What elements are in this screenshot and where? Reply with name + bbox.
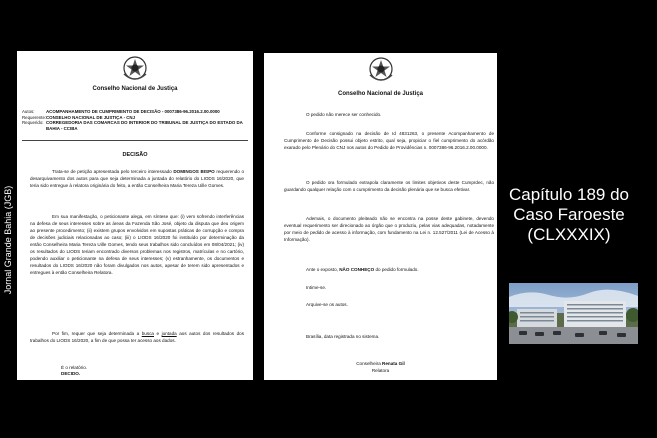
building-photo bbox=[509, 283, 638, 344]
signer-name: Renata Gil bbox=[382, 361, 405, 366]
meta-label: Requerido: bbox=[22, 120, 44, 126]
text-run: e bbox=[153, 331, 162, 336]
paragraph-document: Ademais, o documento pleiteado não se encontra na posse deste gabinete, devendo eventual requerimento ser direcionado ao órgão que o produziu, pelas vias adequadas, notadamente por meio de pedido de acesso à informação, com fundamento na Lei n. 12.527/2011 (Lei de Acesso à Informação). bbox=[284, 216, 494, 242]
divider bbox=[22, 140, 248, 141]
case-metadata bbox=[22, 109, 248, 131]
paragraph-scope: Conforme consignado na decisão de Id 4831263, o presente Acompanhamento de Cumprimento de Decisão possui objeto estrito, qual seja, propiciar o fiel cumprimento do acórdão exarado pelo Plenário do CNJ nos autos do Pedido de Providências n. 0007386-96.2016.2.00.0000. bbox=[284, 131, 494, 150]
paragraph-not-known: O pedido não merece ser conhecido. bbox=[306, 112, 382, 117]
meta-value: CONSELHO NACIONAL DE JUSTIÇA - CNJ bbox=[46, 114, 136, 120]
text-run: aos autos dos resultados dos trabalhos do LIODS 16/2020, a fim de que possa ter acesso aos dados. bbox=[30, 331, 244, 343]
paragraph-extrapolates: O pedido ora formulado extrapola claramente os limites objetivos deste Cumprdec, não guardando qualquer relação com o cumprimento da decisão plenária que se busca efetivar. bbox=[284, 180, 494, 192]
text-run: do pedido formulado. bbox=[374, 267, 419, 272]
meta-value: CORREGEDORIA DAS COMARCAS DO INTERIOR DO TRIBUNAL DE JUSTIÇA DO ESTADO DA BAHIA - CCIBA bbox=[46, 120, 243, 131]
meta-label: Autos: bbox=[22, 109, 35, 114]
side-label bbox=[1, 150, 15, 330]
coat-of-arms-icon bbox=[120, 54, 150, 84]
text-run: Por fim, requer que seja determinada a bbox=[52, 331, 142, 336]
paragraph-ruling bbox=[306, 266, 491, 273]
document-page-2 bbox=[264, 53, 497, 380]
paragraph-petition bbox=[30, 168, 244, 189]
coat-of-arms-icon bbox=[366, 55, 396, 85]
paragraph-date: Brasília, data registrada no sistema. bbox=[306, 334, 380, 339]
signer-role: Relatora bbox=[371, 367, 390, 373]
document-page-1 bbox=[17, 51, 253, 380]
text-run: Ante o exposto, bbox=[306, 267, 340, 272]
text-run: Conselheira bbox=[356, 361, 383, 366]
page-header: Conselho Nacional de Justiça bbox=[337, 91, 424, 97]
closing-line: É o relatório. bbox=[61, 365, 88, 370]
petitioner-name: DOMINGOS BISPO bbox=[173, 169, 215, 174]
closing-line: DECIDO. bbox=[61, 371, 81, 376]
ruling-bold: NÃO CONHEÇO bbox=[339, 267, 375, 272]
chapter-caption: Capítulo 189 do Caso Faroeste (CLXXXIX) bbox=[508, 185, 630, 244]
closing bbox=[61, 365, 181, 377]
text-run: Trata-se de petição apresentada pelo terceiro interessado bbox=[52, 169, 174, 174]
paragraph-allegations: Em sua manifestação, o peticionante alega, em síntese que: (i) vem sofrendo interferências na defesa de seus interesses sobre as áreas da Fazenda São José, objeto da disputa que deu origem ao presente procedimento; (ii) existem grupos envolvidos em supostas práticas de corrupção e compra de decisões judiciais relacionadas ao caso; (iii) o LIODS 16/2020 foi instituído por determinação da então Conselheira Maria Tereza Uille Gomes, tendo seus trabalhos sido concluídos em 08/04/2021; (iv) os resultados do LIODS teriam encontrado diversos problemas nos registros, matrículas e no cartório, podendo auxiliar o peticionante na defesa de seus interesses; (v) estranhamente, os documentos e resultados do LIODS 16/2020 não foram divulgados nos autos, apesar de terem sido apresentados e entregues à então Conselheira Relatora. bbox=[30, 214, 244, 275]
underlined-word: busca bbox=[141, 331, 154, 336]
meta-row-requerido bbox=[22, 120, 248, 131]
paragraph-intime: Intime-se. bbox=[306, 285, 327, 290]
paragraph-request bbox=[30, 330, 244, 344]
meta-label: Requerente: bbox=[22, 114, 47, 120]
underlined-word: juntada bbox=[161, 331, 177, 336]
page-header: Conselho Nacional de Justiça bbox=[92, 86, 178, 92]
text-run: requerendo o desarquivamento dos autos para que seja determinada a juntada do relatório do LIODS 16/2020, que teria sido entregue à relatora originária do feito, a então Conselheira Maria Tereza Uille Gomes. bbox=[30, 169, 244, 188]
signature-block bbox=[264, 361, 497, 374]
decision-title: DECISÃO bbox=[122, 152, 148, 158]
meta-value: ACOMPANHAMENTO DE CUMPRIMENTO DE DECISÃO - 0007386-96.2016.2.00.0000 bbox=[46, 109, 220, 114]
side-label-text: Jornal Grande Bahia (JGB) bbox=[3, 185, 13, 295]
paragraph-arquive: Arquive-se os autos. bbox=[306, 302, 348, 307]
